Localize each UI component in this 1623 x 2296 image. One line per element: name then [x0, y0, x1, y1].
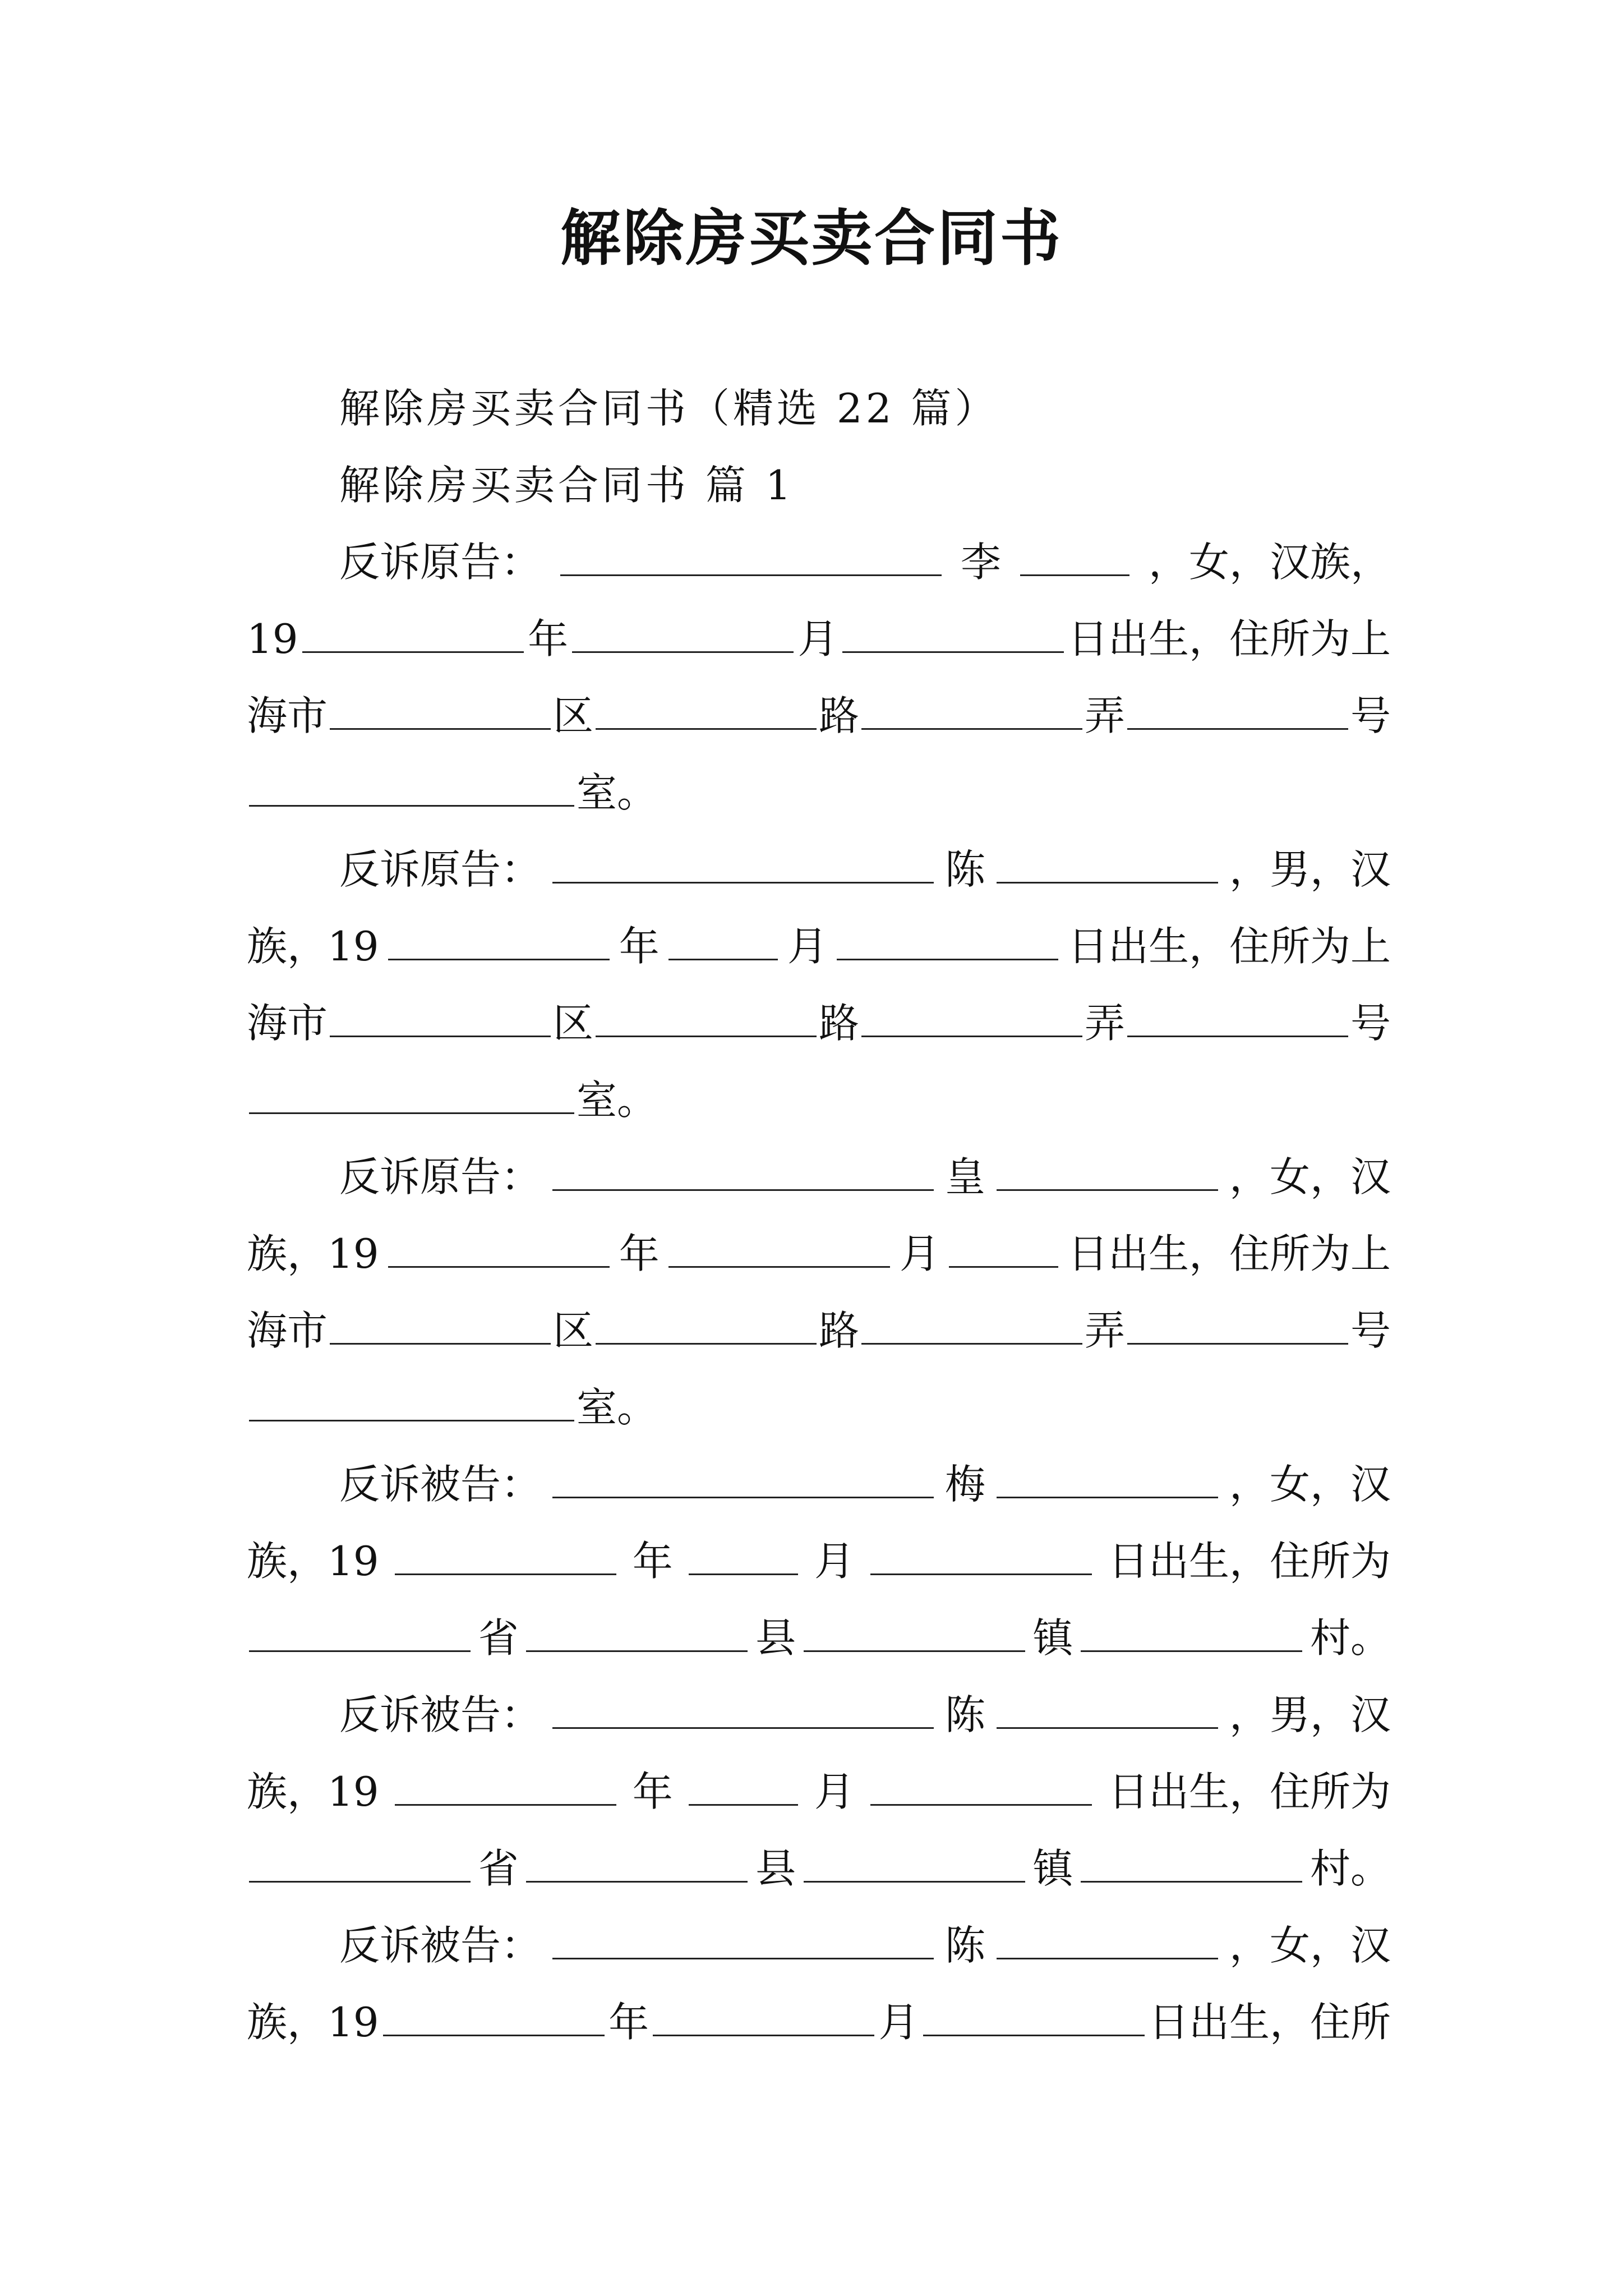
text-line: [247, 1216, 1391, 1292]
text-segment: 族，19: [247, 1768, 379, 1815]
text-segment: 日出生，住所: [1148, 1999, 1391, 2046]
contract-subheading: 解除房买卖合同书 篇 1: [339, 462, 795, 509]
party-surname: 陈: [944, 846, 985, 893]
text-segment: 号: [1350, 1307, 1391, 1354]
text-line: [247, 908, 1391, 985]
fill-blank: [596, 1003, 817, 1037]
fill-blank: [383, 2002, 605, 2036]
fill-blank: [249, 1848, 471, 1883]
fill-blank: [388, 1234, 610, 1268]
fill-blank: [870, 1772, 1092, 1806]
fill-blank: [395, 1541, 616, 1575]
fill-blank: [249, 1080, 574, 1114]
text-segment: 路: [819, 692, 860, 739]
fill-blank: [1127, 696, 1348, 730]
text-line: [247, 678, 1391, 754]
fill-blank: [330, 696, 551, 730]
text-segment: 镇: [1032, 1845, 1073, 1892]
text-segment: 号: [1350, 692, 1391, 739]
text-segment: 路: [819, 1307, 860, 1354]
text-segment: 年: [528, 615, 569, 662]
text-line: [247, 1830, 1391, 1907]
fill-blank: [1127, 1310, 1348, 1345]
fill-blank: [249, 772, 574, 807]
fill-blank: [861, 1003, 1082, 1037]
fill-blank: [302, 619, 524, 653]
party-detail: ，男，汉: [1229, 1691, 1391, 1738]
text-segment: 县: [755, 1845, 796, 1892]
subheading-line: [247, 447, 1391, 524]
fill-blank: [249, 1618, 471, 1652]
text-line: [247, 524, 1391, 601]
party-detail: ，女，汉: [1229, 1461, 1391, 1508]
text-segment: 室。: [577, 1076, 658, 1124]
text-segment: 月: [899, 1230, 940, 1277]
fill-blank: [653, 2002, 874, 2036]
text-segment: 区: [553, 1307, 594, 1354]
contract-heading: 解除房买卖合同书（精选 22 篇）: [339, 385, 999, 432]
text-segment: 路: [819, 1000, 860, 1047]
text-segment: 村。: [1310, 1845, 1391, 1892]
fill-blank: [997, 1157, 1218, 1191]
fill-blank: [330, 1310, 551, 1345]
text-segment: 族，19: [247, 923, 379, 970]
fill-blank: [596, 1310, 817, 1345]
text-line: [247, 985, 1391, 1062]
text-line: [247, 1292, 1391, 1369]
fill-blank: [526, 1848, 748, 1883]
text-segment: 日出生，住所为: [1108, 1768, 1391, 1815]
text-line: [247, 1369, 1391, 1446]
fill-blank: [395, 1772, 616, 1806]
text-segment: 19: [247, 615, 298, 662]
fill-blank: [689, 1541, 798, 1575]
text-segment: 族，19: [247, 1230, 379, 1277]
fill-blank: [949, 1234, 1058, 1268]
fill-blank: [1081, 1618, 1302, 1652]
text-segment: 年: [619, 923, 660, 970]
text-segment: 区: [553, 692, 594, 739]
text-segment: 族，19: [247, 1538, 379, 1585]
text-line: [247, 1139, 1391, 1216]
party-surname: 皇: [944, 1153, 985, 1200]
text-segment: 弄: [1085, 692, 1126, 739]
fill-blank: [388, 926, 610, 960]
text-line: [247, 1523, 1391, 1600]
text-segment: 号: [1350, 1000, 1391, 1047]
text-segment: 村。: [1310, 1614, 1391, 1662]
text-segment: 月: [878, 1999, 919, 2046]
fill-blank: [249, 1387, 574, 1421]
text-segment: 月: [797, 615, 838, 662]
text-line: [247, 1754, 1391, 1830]
text-line: [247, 831, 1391, 908]
text-line: [247, 1984, 1391, 2061]
party-surname: 陈: [944, 1922, 985, 1969]
text-segment: 省: [478, 1845, 519, 1892]
text-segment: 区: [553, 1000, 594, 1047]
fill-blank: [552, 1695, 934, 1729]
fill-blank: [861, 696, 1082, 730]
party-surname: 梅: [944, 1461, 985, 1508]
party-surname: 陈: [944, 1691, 985, 1738]
fill-blank: [560, 542, 942, 576]
fill-blank: [842, 619, 1064, 653]
party-label: 反诉被告：: [339, 1922, 542, 1969]
text-segment: 日出生，住所为上: [1067, 923, 1391, 970]
fill-blank: [552, 1464, 934, 1498]
text-line: [247, 754, 1391, 831]
text-segment: 月: [787, 923, 828, 970]
party-detail: ，男，汉: [1229, 846, 1391, 893]
text-segment: 弄: [1085, 1307, 1126, 1354]
fill-blank: [804, 1618, 1025, 1652]
document-body: [247, 370, 1391, 2061]
text-segment: 月: [814, 1538, 855, 1585]
party-label: 反诉原告：: [339, 846, 542, 893]
text-segment: 年: [619, 1230, 660, 1277]
party-label: 反诉原告：: [339, 539, 542, 586]
fill-blank: [997, 1695, 1218, 1729]
fill-blank: [552, 1157, 934, 1191]
text-line: [247, 1677, 1391, 1754]
text-segment: 省: [478, 1614, 519, 1662]
fill-blank: [572, 619, 794, 653]
heading-line: [247, 370, 1391, 447]
text-segment: 族，19: [247, 1999, 379, 2046]
fill-blank: [552, 849, 934, 884]
party-detail: ，女，汉族，: [1148, 539, 1391, 586]
party-detail: ，女，汉: [1229, 1922, 1391, 1969]
fill-blank: [837, 926, 1058, 960]
text-segment: 年: [632, 1538, 673, 1585]
party-label: 反诉原告：: [339, 1153, 542, 1200]
fill-blank: [330, 1003, 551, 1037]
text-segment: 室。: [577, 1384, 658, 1431]
fill-blank: [1020, 542, 1129, 576]
text-line: [247, 1600, 1391, 1677]
party-label: 反诉被告：: [339, 1691, 542, 1738]
fill-blank: [552, 1925, 934, 1959]
text-line: [247, 601, 1391, 678]
text-line: [247, 1446, 1391, 1523]
fill-blank: [923, 2002, 1145, 2036]
text-segment: 日出生，住所为上: [1067, 615, 1391, 662]
fill-blank: [997, 1464, 1218, 1498]
text-segment: 海市: [247, 1307, 328, 1354]
text-line: [247, 1062, 1391, 1139]
text-segment: 海市: [247, 1000, 328, 1047]
text-segment: 县: [755, 1614, 796, 1662]
text-segment: 年: [632, 1768, 673, 1815]
fill-blank: [1127, 1003, 1348, 1037]
text-segment: 日出生，住所为: [1108, 1538, 1391, 1585]
party-surname: 李: [960, 539, 1001, 586]
text-segment: 日出生，住所为上: [1067, 1230, 1391, 1277]
fill-blank: [668, 926, 778, 960]
fill-blank: [804, 1848, 1025, 1883]
fill-blank: [997, 1925, 1218, 1959]
fill-blank: [689, 1772, 798, 1806]
party-label: 反诉被告：: [339, 1461, 542, 1508]
text-segment: 月: [814, 1768, 855, 1815]
document-title: 解除房买卖合同书: [560, 203, 1063, 274]
fill-blank: [668, 1234, 890, 1268]
party-detail: ，女，汉: [1229, 1153, 1391, 1200]
fill-blank: [861, 1310, 1082, 1345]
fill-blank: [526, 1618, 748, 1652]
text-line: [247, 1907, 1391, 1984]
fill-blank: [1081, 1848, 1302, 1883]
text-segment: 室。: [577, 769, 658, 816]
fill-blank: [870, 1541, 1092, 1575]
fill-blank: [596, 696, 817, 730]
text-segment: 海市: [247, 692, 328, 739]
fill-blank: [997, 849, 1218, 884]
text-segment: 弄: [1085, 1000, 1126, 1047]
text-segment: 年: [608, 1999, 649, 2046]
text-segment: 镇: [1032, 1614, 1073, 1662]
